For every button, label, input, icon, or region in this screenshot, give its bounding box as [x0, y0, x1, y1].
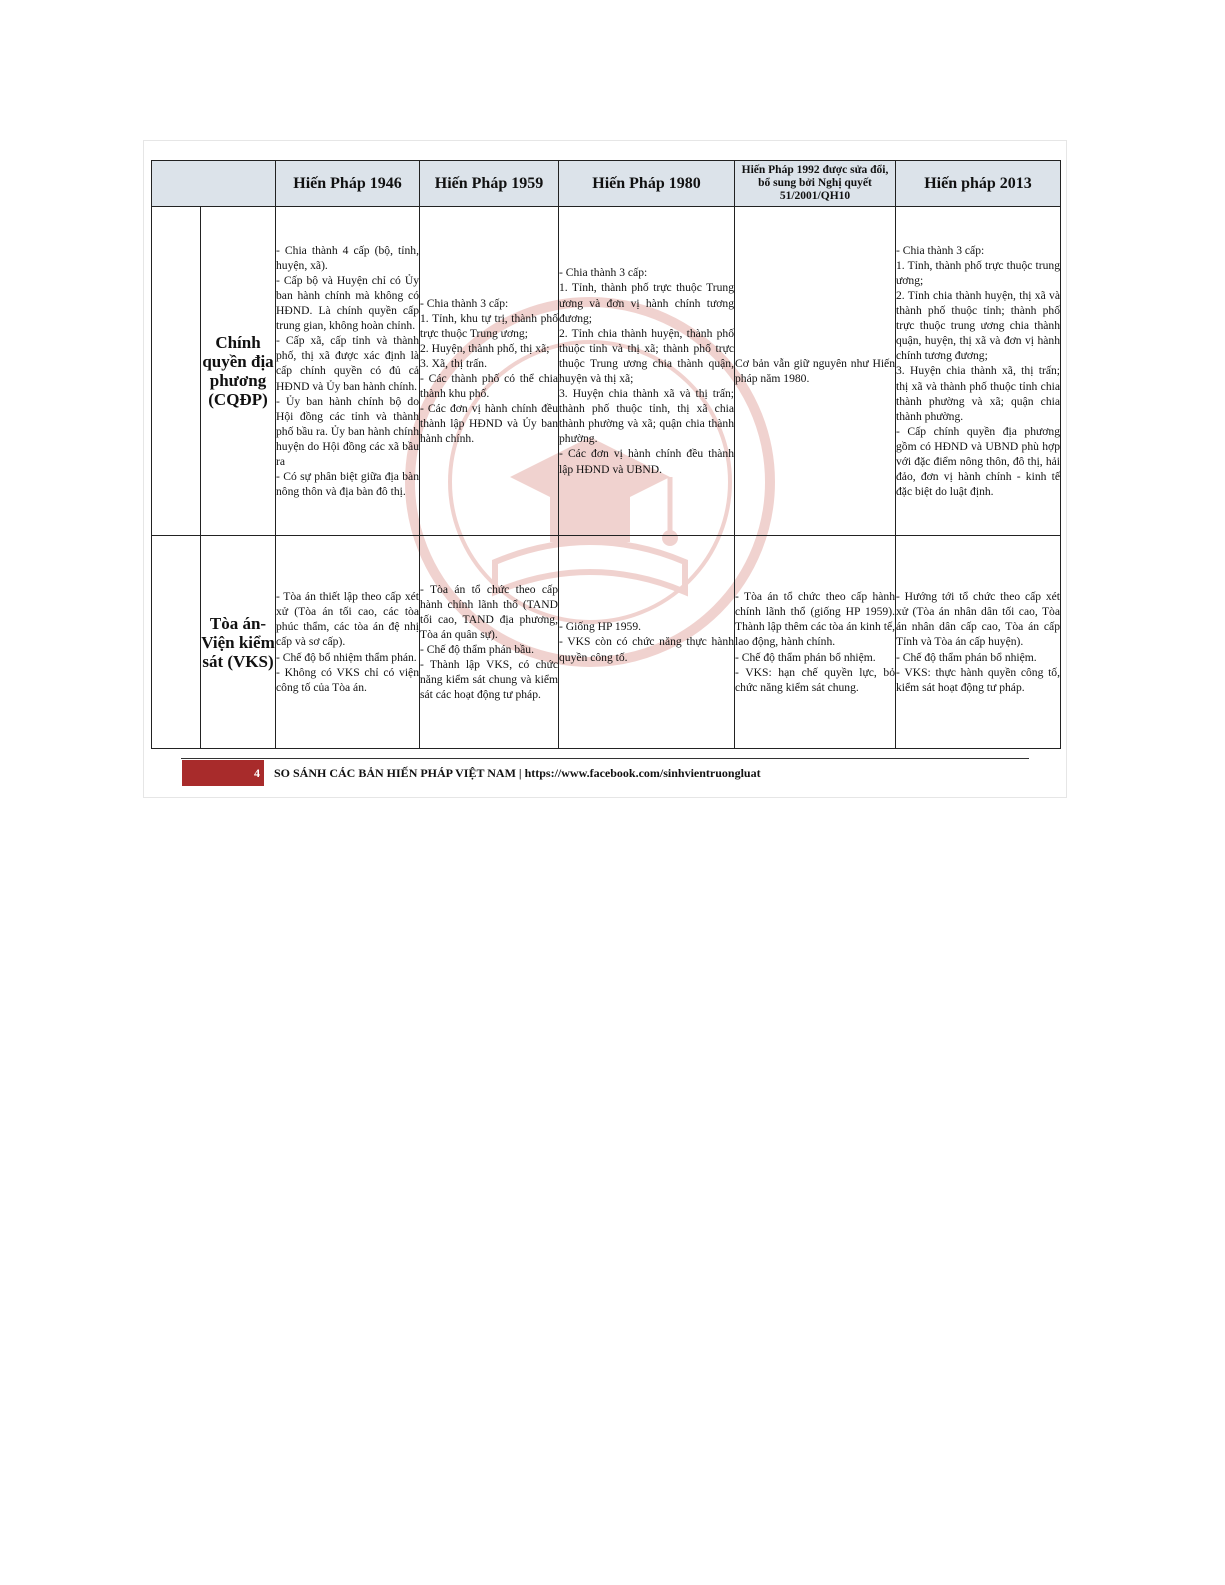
header-1946: Hiến Pháp 1946 [276, 161, 420, 207]
row-group-spacer [152, 207, 201, 536]
cell-local-gov-2013: - Chia thành 3 cấp: 1. Tỉnh, thành phố trực thuộc trung ương; 2. Tỉnh chia thành huyện, thị xã và thành phố thuộc tỉnh; thành phố trực thuộc trung ương chia thành quận, huyện, thị xã và đơn vị hành chính tương đương; 3. Huyện chia thành xã, thị trấn; thị xã và thành phố thuộc tỉnh chia thành phường và xã; quận chia thành phường. - Cấp chính quyền địa phương gồm có HĐND và UBND phù hợp với đặc điểm nông thôn, đô thị, hải đảo, đơn vị hành chính - kinh tế đặc biệt do luật định. [896, 207, 1061, 536]
header-1980: Hiến Pháp 1980 [559, 161, 735, 207]
cell-courts-1992: - Tòa án tổ chức theo cấp hành chính lãnh thổ (giống HP 1959). Thành lập thêm các tòa án kinh tế, lao động, hành chính. - Chế độ thẩm phán bổ nhiệm. - VKS: hạn chế quyền lực, bỏ chức năng kiểm sát chung. [735, 536, 896, 749]
header-corner-cell [152, 161, 276, 207]
header-2013: Hiến pháp 2013 [896, 161, 1061, 207]
cell-local-gov-1946: - Chia thành 4 cấp (bộ, tỉnh, huyện, xã). - Cấp bộ và Huyện chỉ có Ủy ban hành chính mà không có HĐND. Là chính quyền cấp trung gian, không hoàn chỉnh. - Cấp xã, cấp tỉnh và thành phố, thị xã được xác định là cấp chính quyền có đủ cả HĐND và Ủy ban hành chính. - Ủy ban hành chính bộ do Hội đồng các tỉnh và thành phố bầu ra. Ủy ban hành chính huyện do Hội đồng các xã bầu ra - Có sự phân biệt giữa địa bàn nông thôn và địa bàn đô thị. [276, 207, 420, 536]
cell-courts-1946: - Tòa án thiết lập theo cấp xét xử (Tòa án tối cao, các tòa phúc thẩm, các tòa án đệ nhị cấp và sơ cấp). - Chế độ bổ nhiệm thẩm phán. - Không có VKS chỉ có viện công tố của Tòa án. [276, 536, 420, 749]
constitution-comparison-table [151, 160, 1061, 749]
header-1959: Hiến Pháp 1959 [420, 161, 559, 207]
cell-courts-1959: - Tòa án tổ chức theo cấp hành chính lãnh thổ (TAND tối cao, TAND địa phương, Tòa án quân sự). - Chế độ thẩm phán bầu. - Thành lập VKS, có chức năng kiểm sát chung và kiểm sát các hoạt động tư pháp. [420, 536, 559, 749]
table-row-local-government [152, 207, 1061, 536]
row-group-spacer [152, 536, 201, 749]
cell-courts-1980: - Giống HP 1959. - VKS còn có chức năng thực hành quyền công tố. [559, 536, 735, 749]
table-row-courts-procuracy [152, 536, 1061, 749]
footer-divider [181, 758, 1029, 759]
footer-text: SO SÁNH CÁC BẢN HIẾN PHÁP VIỆT NAM | https://www.facebook.com/sinhvientruongluat [274, 766, 761, 780]
row-label-local-government: Chính quyền địa phương (CQĐP) [201, 207, 276, 536]
cell-local-gov-1992: Cơ bản vẫn giữ nguyên như Hiến pháp năm 1980. [735, 207, 896, 536]
cell-local-gov-1959: - Chia thành 3 cấp: 1. Tỉnh, khu tự trị, thành phố trực thuộc Trung ương; 2. Huyện, thành phố, thị xã; 3. Xã, thị trấn. - Các thành phố có thể chia thành khu phố. - Các đơn vị hành chính đều thành lập HĐND và Ủy ban hành chính. [420, 207, 559, 536]
row-label-courts-procuracy: Tòa án-Viện kiểm sát (VKS) [201, 536, 276, 749]
cell-courts-2013: - Hướng tới tổ chức theo cấp xét xử (Tòa án nhân dân tối cao, Tòa án nhân dân cấp cao, Tòa án cấp Tỉnh và Tòa án cấp huyện). - Chế độ thẩm phán bổ nhiệm. - VKS: thực hành quyền công tố, kiểm sát hoạt động tư pháp. [896, 536, 1061, 749]
page-number: 4 [254, 766, 260, 780]
header-1992: Hiến Pháp 1992 được sửa đổi, bổ sung bởi Nghị quyết 51/2001/QH10 [735, 161, 896, 207]
cell-local-gov-1980: - Chia thành 3 cấp: 1. Tỉnh, thành phố trực thuộc Trung ương và đơn vị hành chính tương đương; 2. Tỉnh chia thành huyện, thành phố thuộc tỉnh và thị xã; thành phố trực thuộc Trung ương chia thành quận, huyện và thị xã; 3. Huyện chia thành xã và thị trấn; thành phố thuộc tỉnh, thị xã chia thành phường và xã; quận chia thành phường. - Các đơn vị hành chính đều thành lập HĐND và UBND. [559, 207, 735, 536]
header-row [152, 161, 1061, 207]
